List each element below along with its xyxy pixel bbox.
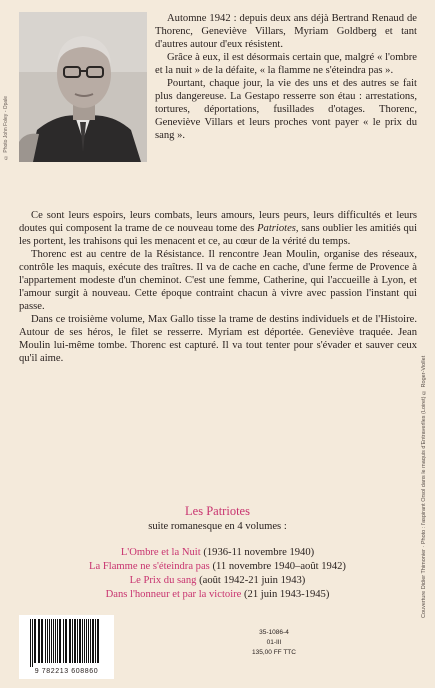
barcode-bar [90, 619, 91, 663]
barcode-bar [34, 619, 36, 663]
volume-item: La Flamme ne s'éteindra pas (11 novembre 1940–août 1942) [89, 561, 346, 572]
catalog-code: 01-III [266, 639, 282, 646]
barcode-bar [72, 619, 73, 663]
photo-credit: © Photo John Foley - Opale [3, 95, 9, 160]
barcode-bar [79, 619, 81, 663]
barcode-bar [59, 619, 61, 663]
barcode-bar [55, 619, 56, 663]
main-text [19, 209, 417, 365]
barcode-bar [45, 619, 46, 663]
volume-item: L'Ombre et la Nuit (1936-11 novembre 1940) [120, 547, 315, 558]
barcode-bar [51, 619, 52, 663]
barcode-bar [74, 619, 76, 663]
barcode-bar [92, 619, 94, 663]
barcode-bar [84, 619, 85, 663]
barcode-bar [38, 619, 40, 663]
series-subtitle: suite romanesque en 4 volumes : [148, 521, 287, 532]
barcode-bar [95, 619, 96, 663]
volume-item: Dans l'honneur et par la victoire (21 juin 1943-1945) [105, 589, 330, 600]
main-paragraph: Dans ce troisième volume, Max Gallo tisse la trame de destins individuels et de l'Histoire. Autour de ses héros, le filet se resserre. Myriam est déportée. Geneviève traquée. Jean Moulin lui-même tombe. Thorenc est capturé. Il va tout tenter pour s'évader et sauver ceux qu'il aime. [19, 314, 417, 364]
author-portrait-image [19, 12, 147, 162]
barcode-bar [82, 619, 83, 663]
barcode-number: 9 782213 608860 [34, 668, 99, 675]
catalog-code: 35-1086-4 [259, 629, 289, 636]
barcode [19, 615, 114, 679]
series-title: Les Patriotes [185, 504, 250, 518]
barcode-bar [69, 619, 71, 663]
intro-text [155, 12, 417, 142]
barcode-bar [97, 619, 99, 663]
barcode-bar [88, 619, 89, 663]
barcode-bar [47, 619, 48, 663]
barcode-bar [65, 619, 67, 663]
intro-paragraph: Pourtant, chaque jour, la vie des uns et des autres se fait plus dangereuse. La Gestapo resserre son étau : arrestations, tortures, déportations, fusillades d'otages. Thorenc, Geneviève Villars et leurs proches vont payer « le prix du sang ». [155, 78, 417, 141]
barcode-bar [30, 619, 31, 667]
barcode-bar [57, 619, 58, 663]
barcode-bar [32, 619, 33, 667]
price: 135,00 FF TTC [252, 649, 296, 656]
main-paragraph: Ce sont leurs espoirs, leurs combats, leurs amours, leurs peurs, leurs difficultés et leurs doutes qui composent la trame de ce nouveau tome des Patriotes, sans oublier les amitiés qui les portent, les trahisons qui les menacent et ce, au cœur de la vérité du temps. [19, 210, 418, 247]
intro-paragraph: Automne 1942 : depuis deux ans déjà Bertrand Renaud de Thorenc, Geneviève Villars, Myriam Goldberg et tant d'autres autour d'eux résistent. [155, 13, 417, 50]
barcode-bar [53, 619, 54, 663]
cover-credit: Couverture Didier Thimonier · Photo : l'aspirant Orsol dans le maquis d'Entraverlles (Loiret) © Roger-Viollet [421, 355, 427, 618]
intro-paragraph: Grâce à eux, il est désormais certain que, malgré « l'ombre et la nuit » de la défaite, « la flamme ne s'éteindra pas ». [155, 52, 417, 76]
barcode-bar [41, 619, 43, 663]
barcode-bar [86, 619, 87, 663]
barcode-bar [63, 619, 64, 663]
barcode-bar [49, 619, 50, 663]
volume-item: Le Prix du sang (août 1942-21 juin 1943) [129, 575, 306, 586]
catalog-codes [244, 628, 304, 658]
barcode-bars [29, 619, 104, 667]
volume-list [0, 546, 435, 602]
main-paragraph: Thorenc est au centre de la Résistance. Il rencontre Jean Moulin, organise des réseaux, contrôle les maquis, exécute des traîtres. Il va de cache en cache, d'une ferme de Provence à l'appartement modeste d'un cheminot. C'est une femme, Catherine, qui l'accueille à Lyon, et l'amour surgit à nouveau. Cette époque contraint chacun à vivre avec passion l'instant qui passe. [19, 249, 417, 312]
author-photo [19, 12, 147, 162]
barcode-bar [77, 619, 78, 663]
series-name-italic: Patriotes [257, 223, 296, 234]
